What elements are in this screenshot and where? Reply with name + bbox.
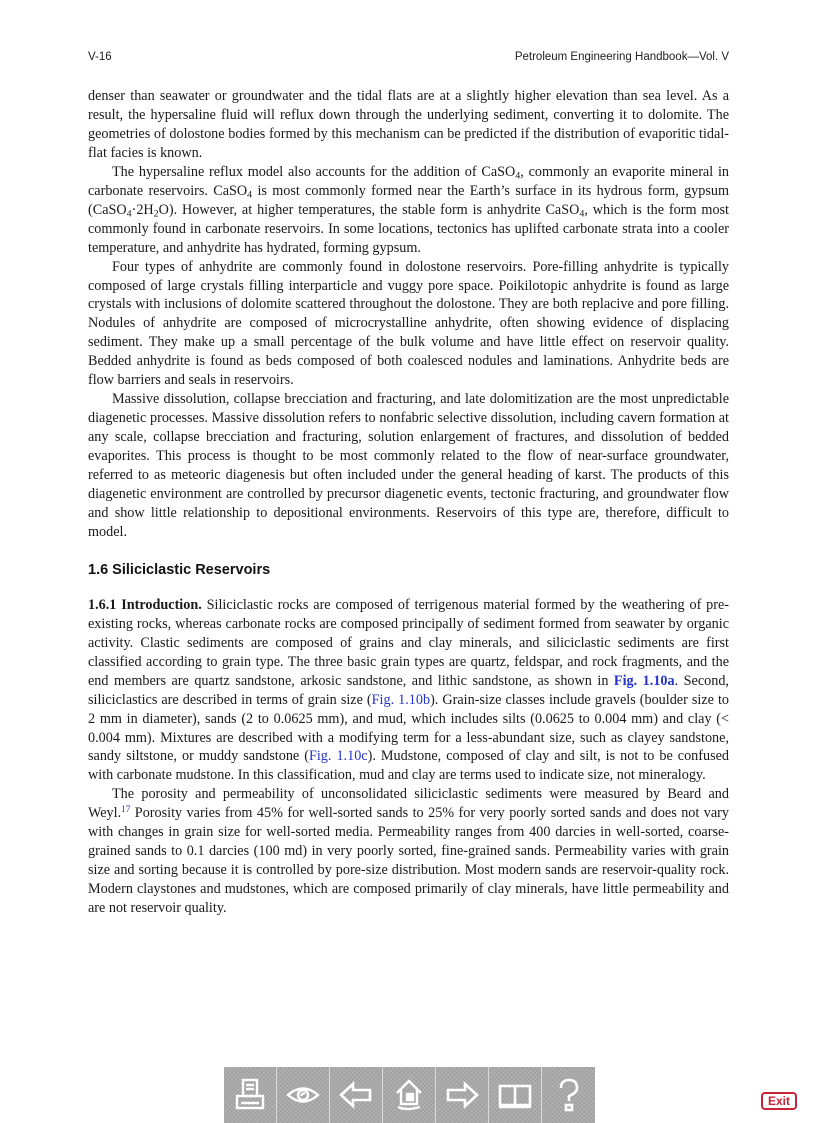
text-run: ·2H bbox=[131, 201, 154, 218]
arrow-left-icon bbox=[337, 1076, 375, 1114]
contents-button[interactable] bbox=[489, 1067, 542, 1123]
figure-link-1-10a[interactable]: Fig. 1.10a bbox=[613, 672, 675, 689]
exit-button[interactable]: Exit bbox=[761, 1092, 797, 1110]
paragraph-continuation: denser than seawater or groundwater and the tidal flats are at a slightly higher elevation than sea level. As a result, the hypersaline fluid will reflux down through the underlying sediment, converting it to dolomite. The geometries of dolostone bodies formed by this mechanism can be predicted if the distribution of evaporitic tidal-flat facies is known. bbox=[88, 88, 729, 161]
forward-button[interactable] bbox=[436, 1067, 489, 1123]
help-button[interactable] bbox=[542, 1067, 595, 1123]
text-run: , which is the form most commonly found in carbonate reservoirs. In some locations, tectonics has uplifted carbonate strata into a cooler temperature, and anhydrite has hydrated, forming gypsum. bbox=[88, 201, 730, 256]
subscript: 4 bbox=[247, 189, 253, 201]
navigation-toolbar bbox=[224, 1067, 595, 1123]
subscript: 4 bbox=[126, 208, 132, 220]
paragraph-porosity-permeability bbox=[88, 785, 729, 918]
eye-icon bbox=[284, 1076, 322, 1114]
home-button[interactable] bbox=[383, 1067, 436, 1123]
reference-link-17[interactable]: 17 bbox=[121, 804, 131, 815]
paragraph-introduction bbox=[88, 596, 729, 786]
subsection-heading: 1.6.1 Introduction. bbox=[88, 596, 202, 613]
figure-link-1-10c[interactable]: Fig. 1.10c bbox=[308, 748, 368, 765]
figure-link-1-10b[interactable]: Fig. 1.10b bbox=[371, 691, 431, 708]
text-run: Porosity varies from 45% for well-sorted sands to 25% for very poorly sorted sands and does not vary with changes in grain size for well-sorted media. Permeability ranges from 400 darcies in well-sorted, coarse-grained sands to 0.1 darcies (100 md) in very poorly sorted, fine-grained sands. Permeability varies with grain size and sorting because it is controlled by pore-size distribution. Most modern sands are reservoir-quality rock. Modern claystones and mudstones, which are composed primarily of clay minerals, have little permeability and are not reservoir quality. bbox=[88, 805, 729, 917]
page-content bbox=[88, 87, 729, 918]
text-run: , commonly an evaporite mineral in carbonate reservoirs. CaSO bbox=[88, 163, 729, 199]
print-button[interactable] bbox=[224, 1067, 277, 1123]
section-heading: 1.6 Siliciclastic Reservoirs bbox=[88, 561, 271, 578]
paragraph-massive-dissolution: Massive dissolution, collapse brecciation and fracturing, and late dolomitization are the most unpredictable diagenetic processes. Massive dissolution refers to nonfabric selective dissolution, including cavern formation at any scale, collapse brecciation and fracturing, solution enlargement of fractures, and dissolution of bedded evaporites. This process is thought to be most commonly related to the flow of near-surface groundwater, referred to as meteoric diagenesis but often included under the general heading of karst. The products of this diagenetic environment are controlled by precursor diagenetic events, tectonic fracturing, and groundwater flow and show little relationship to depositional environments. Reservoirs of this type are, therefore, difficult to model. bbox=[88, 391, 729, 540]
text-run: ). Grain-size classes include gravels (boulder size to 2 mm in diameter), sands (2 to 0.0625 mm), and mud, which includes silts (0.0625 to 0.004 mm) and clay (< 0.004 mm). Mixtures are described with a modifying term for a less-abundant size, such as clayey sandstone, sandy siltstone, or muddy sandstone ( bbox=[88, 691, 729, 765]
page-header bbox=[88, 51, 729, 67]
text-run: Siliciclastic rocks are composed of terrigenous material formed by the weathering of pre-existing rocks, whereas carbonate rocks are composed principally of sediment formed from seawater by organic activity. Clastic sediments are composed of grains and clay minerals, and siliciclastic sediments are first classified according to grain type. The three basic grain types are quartz, feldspar, and rock fragments, and the end members are quartz sandstone, arkosic sandstone, and lithic sandstone, as shown in bbox=[88, 596, 729, 689]
printer-icon bbox=[231, 1076, 269, 1114]
question-icon bbox=[550, 1076, 588, 1114]
text-run: The hypersaline reflux model also accounts for the addition of CaSO bbox=[112, 163, 516, 180]
arrow-right-icon bbox=[443, 1076, 481, 1114]
text-run: The porosity and permeability of unconsolidated siliciclastic sediments were measured by Beard and Weyl. bbox=[88, 786, 729, 822]
subscript: 2 bbox=[153, 208, 159, 220]
view-button[interactable] bbox=[277, 1067, 330, 1123]
paragraph-anhydrite-types: Four types of anhydrite are commonly found in dolostone reservoirs. Pore-filling anhydrite is typically composed of large crystals filling interparticle and vuggy pore space. Poikilotopic anhydrite is found as large crystals with inclusions of dolomite scattered throughout the dolostone. They are both replacive and pore filling. Nodules of anhydrite are composed of microcrystalline anhydrite, often showing evidence of displacing sediment. They make up a small percentage of the bulk volume and have little effect on reservoir quality. Bedded anhydrite is found as beds composed of both coalesced nodules and laminations. Anhydrite beds are flow barriers and seals in reservoirs. bbox=[88, 258, 729, 389]
text-run: . Second, siliciclastics are described in terms of grain size ( bbox=[88, 672, 729, 708]
book-title: Petroleum Engineering Handbook—Vol. V bbox=[514, 51, 729, 63]
subscript: 4 bbox=[579, 208, 585, 220]
text-run: ). Mudstone, composed of clay and silt, is not to be confused with carbonate mudstone. In this classification, mud and clay are terms used to indicate size, not mineralogy. bbox=[88, 748, 729, 784]
page-number: V-16 bbox=[88, 51, 112, 63]
subscript: 4 bbox=[515, 170, 521, 182]
text-run: O). However, at higher temperatures, the stable form is anhydrite CaSO bbox=[158, 201, 580, 218]
home-icon bbox=[390, 1076, 428, 1114]
back-button[interactable] bbox=[330, 1067, 383, 1123]
paragraph-hypersaline-reflux bbox=[88, 163, 729, 258]
text-run: is most commonly formed near the Earth’s surface in its hydrous form, gypsum (CaSO bbox=[88, 182, 729, 218]
book-icon bbox=[496, 1076, 534, 1114]
